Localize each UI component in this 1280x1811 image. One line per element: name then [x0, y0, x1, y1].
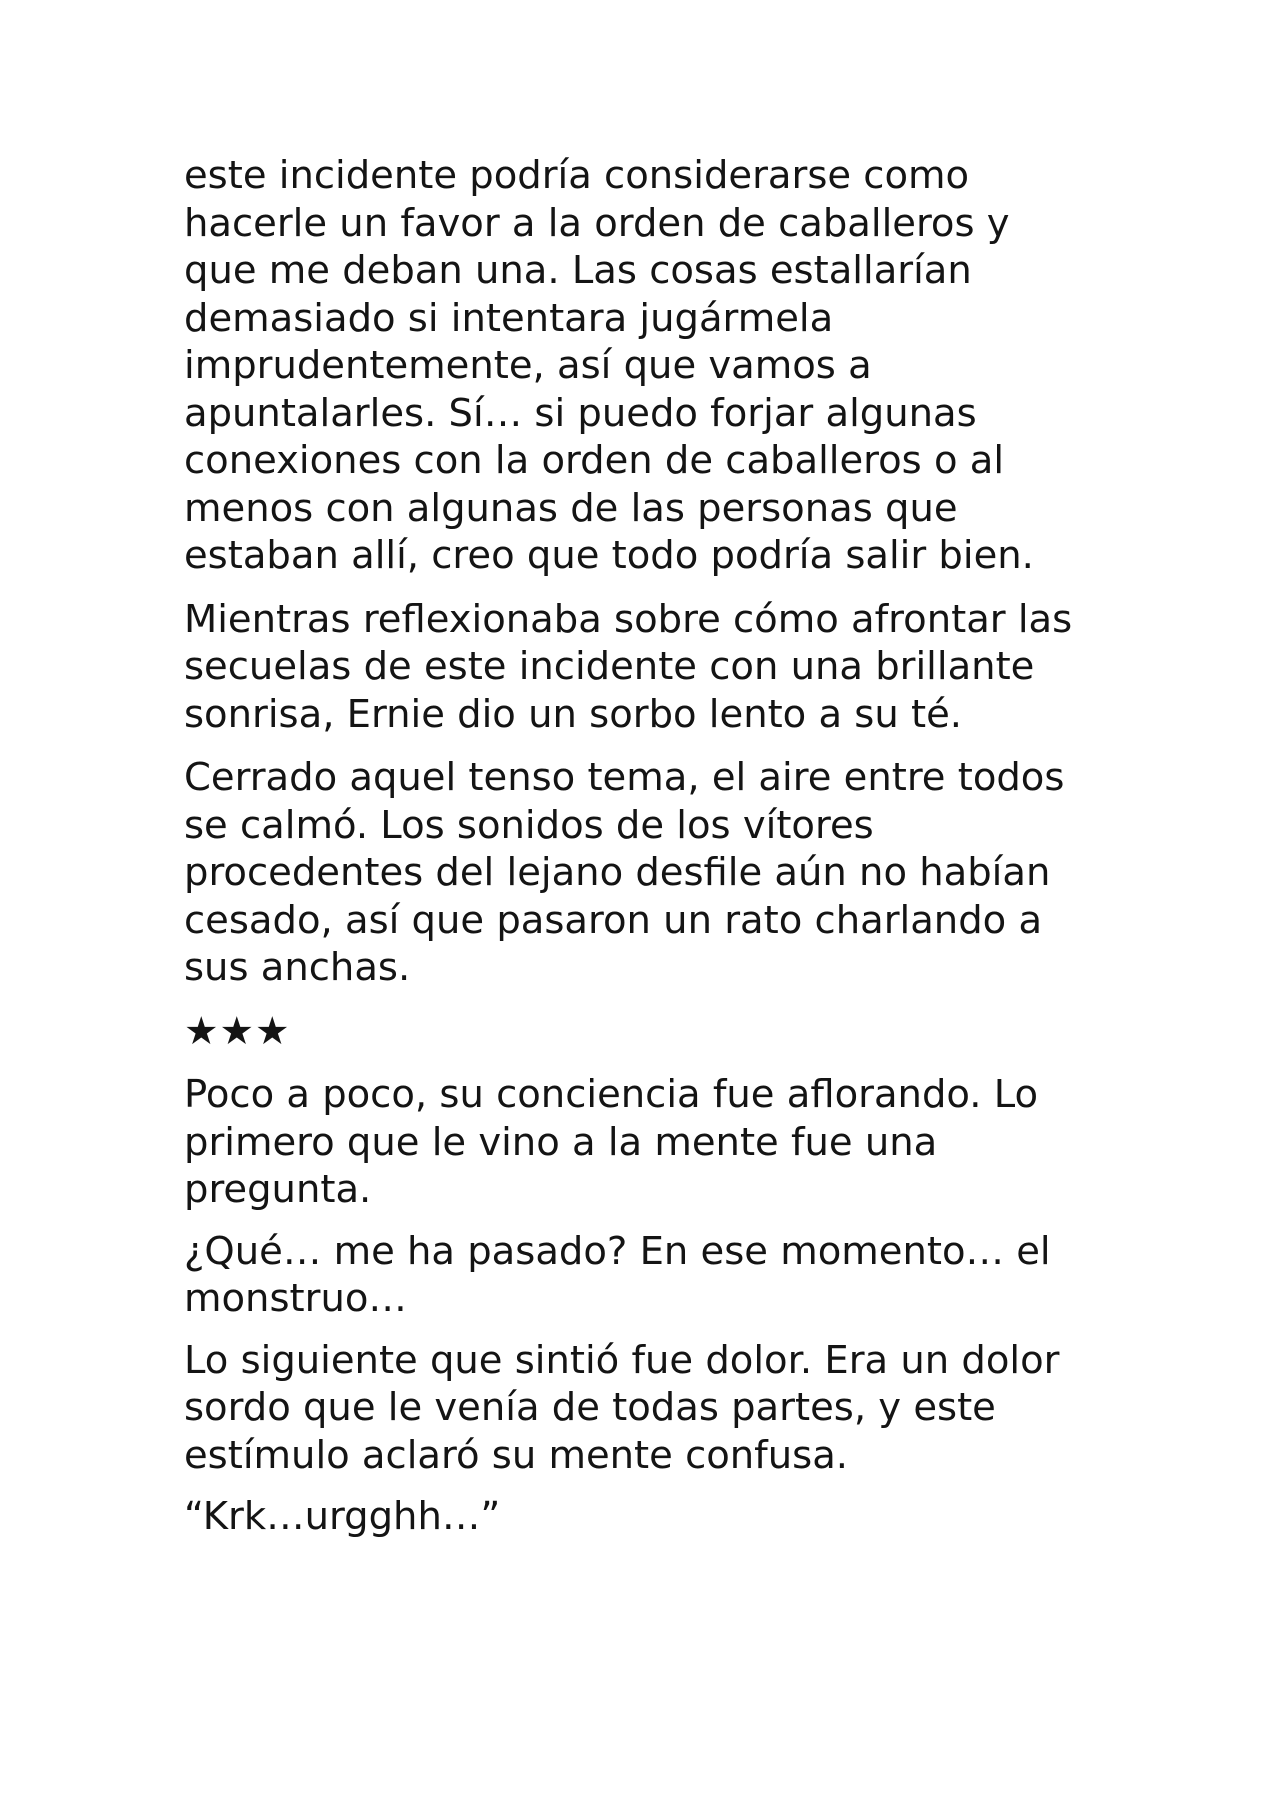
paragraph-3: Cerrado aquel tenso tema, el aire entre todos se calmó. Los sonidos de los vítores procedentes del lejano desfile aún no habían cesado, así que pasaron un rato charlando a sus anchas. [184, 755, 1065, 990]
paragraph-4: Poco a poco, su conciencia fue aflorando. Lo primero que le vino a la mente fue una pregunta. [184, 1072, 1039, 1212]
body-text [184, 152, 1124, 1557]
paragraph-6: Lo siguiente que sintió fue dolor. Era un dolor sordo que le venía de todas partes, y este estímulo aclaró su mente confusa. [184, 1337, 1060, 1478]
paragraph-5: ¿Qué… me ha pasado? En ese momento… el monstruo… [184, 1228, 1051, 1321]
paragraph-7: “Krk…urgghh…” [184, 1494, 501, 1539]
scene-separator: ★★★ [184, 1008, 291, 1054]
paragraph-1: este incidente podría considerarse como hacerle un favor a la orden de caballeros y que me deban una. Las cosas estallarían demasiado si intentara jugármela imprudentemente, así que vamos a apuntalarles. Sí… si puedo forjar algunas conexiones con la orden de caballeros o al menos con algunas de las personas que estaban allí, creo que todo podría salir bien. [184, 153, 1034, 578]
paragraph-2: Mientras reflexionaba sobre cómo afrontar las secuelas de este incidente con una brillante sonrisa, Ernie dio un sorbo lento a su té. [184, 596, 1073, 737]
